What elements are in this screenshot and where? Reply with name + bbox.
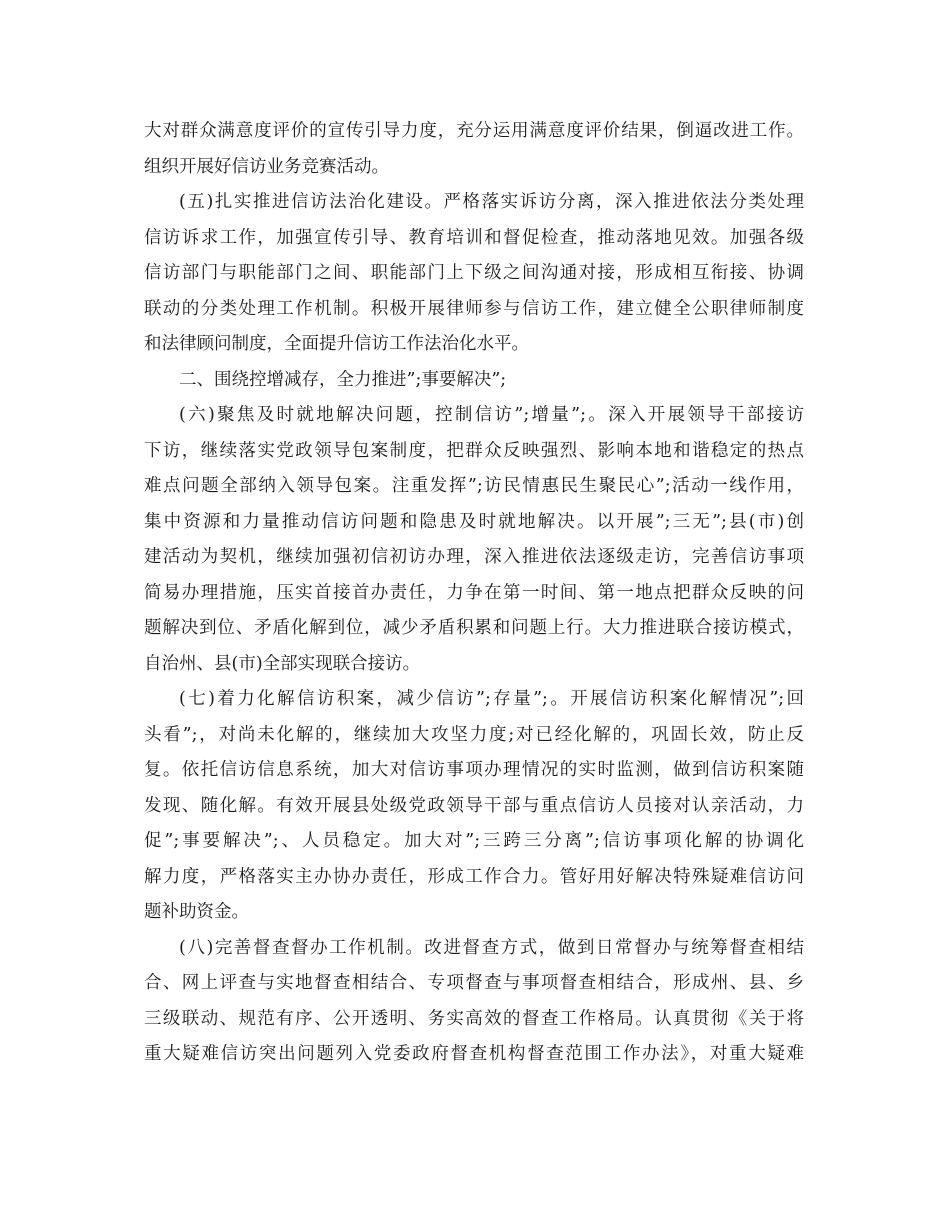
text-line: 组织开展好信访业务竞赛活动。 [144, 156, 389, 177]
text-line: 简易办理措施，压实首接首办责任，力争在第一时间、第一地点把群众反映的问 [144, 582, 804, 603]
text-line: 头看”;，对尚未化解的，继续加大攻坚力度;对已经化解的，巩固长效，防止反 [144, 724, 804, 745]
text-line: 重大疑难信访突出问题列入党委政府督查机构督查范围工作办法》，对重大疑难 [144, 1044, 804, 1064]
text-line: 自治州、县(市)全部实现联合接访。 [144, 653, 421, 674]
text-line: (五)扎实推进信访法治化建设。严格落实诉访分离，深入推进依法分类处理 [179, 192, 804, 212]
text-line: 信访部门与职能部门之间、职能部门上下级之间沟通对接，形成相互衔接、协调 [144, 263, 804, 283]
text-line: 解力度，严格落实主办协办责任，形成工作合力。管好用好解决特殊疑难信访问 [144, 866, 804, 887]
text-line: 三级联动、规范有序、公开透明、务实高效的督查工作格局。认真贯彻《关于将 [144, 1008, 804, 1029]
text-line: (七)着力化解信访积案，减少信访”;存量”;。开展信访积案化解情况”;回 [179, 689, 804, 709]
text-line: 联动的分类处理工作机制。积极开展律师参与信访工作，建立健全公职律师制度 [144, 298, 804, 319]
text-line: 难点问题全部纳入领导包案。注重发挥”;访民情惠民生聚民心”;活动一线作用， [144, 476, 804, 496]
text-line: 发现、随化解。有效开展县处级党政领导干部与重点信访人员接对认亲活动，力 [144, 795, 804, 816]
text-line: 题补助资金。 [144, 902, 249, 922]
text-line: (六)聚焦及时就地解决问题，控制信访”;增量”;。深入开展领导干部接访 [179, 405, 804, 425]
document-body [144, 114, 804, 1073]
text-line: 二、围绕控增减存，全力推进”;事要解决”; [179, 369, 507, 390]
text-line: 和法律顾问制度，全面提升信访工作法治化水平。 [144, 334, 529, 354]
text-line: 信访诉求工作，加强宣传引导、教育培训和督促检查，推动落地见效。加强各级 [144, 227, 804, 248]
text-line: 集中资源和力量推动信访问题和隐患及时就地解决。以开展”;三无”;县(市)创 [144, 511, 804, 532]
text-line: 下访，继续落实党政领导包案制度，把群众反映强烈、影响本地和谐稳定的热点 [144, 440, 804, 461]
text-line: 复。依托信访信息系统，加大对信访事项办理情况的实时监测，做到信访积案随 [144, 760, 804, 780]
text-line: 建活动为契机，继续加强初信初访办理，深入推进依法逐级走访，完善信访事项 [144, 547, 804, 567]
text-line: 题解决到位、矛盾化解到位，减少矛盾积累和问题上行。大力推进联合接访模式， [144, 618, 804, 638]
text-line: 促”;事要解决”;、人员稳定。加大对”;三跨三分离”;信访事项化解的协调化 [144, 831, 804, 851]
text-line: 大对群众满意度评价的宣传引导力度，充分运用满意度评价结果，倒逼改进工作。 [144, 121, 804, 141]
text-line: (八)完善督查督办工作机制。改进督查方式，做到日常督办与统筹督查相结 [179, 937, 804, 958]
text-line: 合、网上评查与实地督查相结合、专项督查与事项督查相结合，形成州、县、乡 [144, 973, 804, 993]
